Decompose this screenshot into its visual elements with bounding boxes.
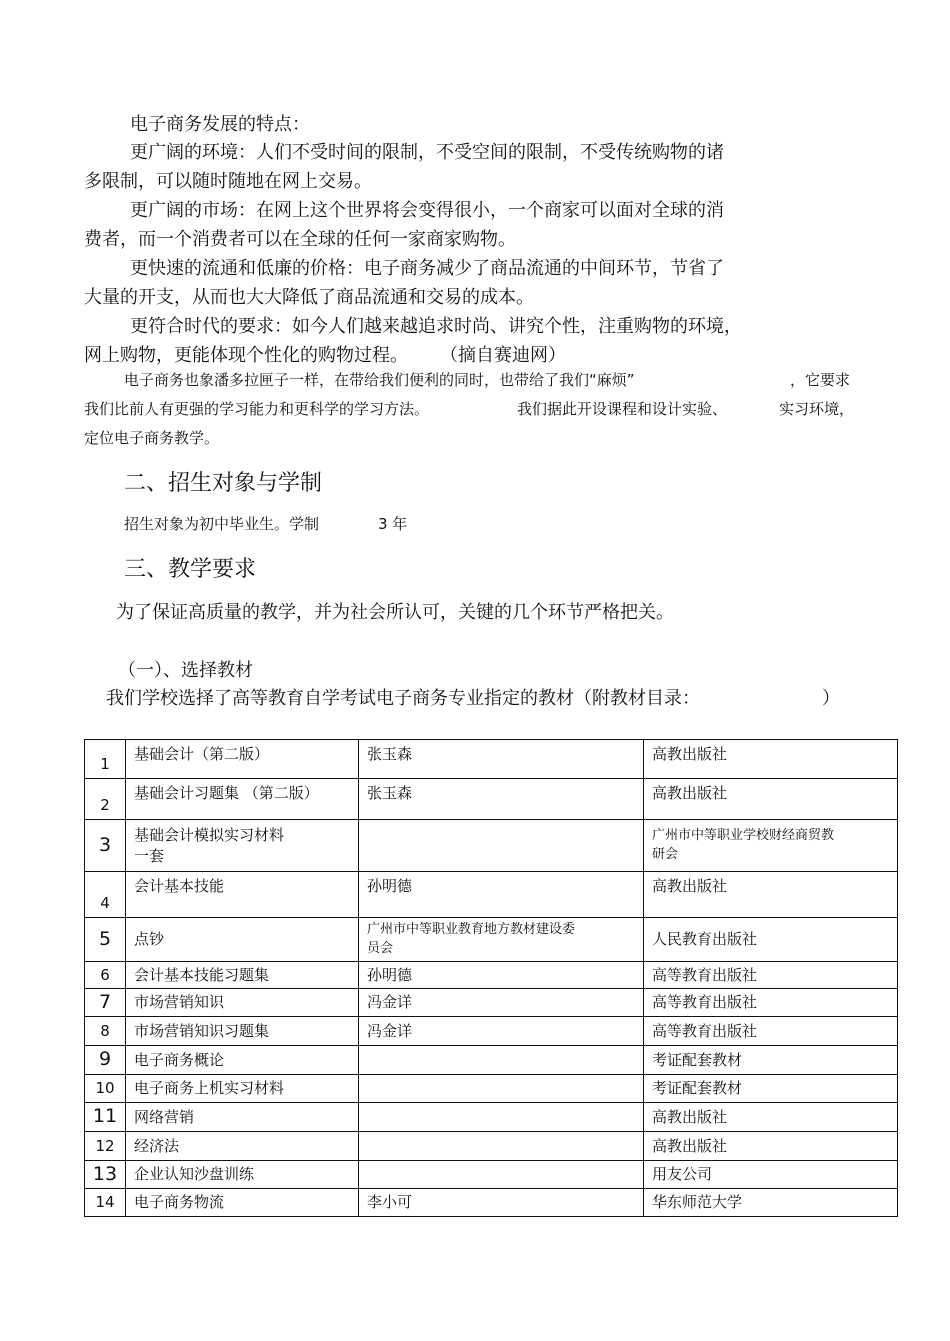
book-publisher: 高等教育出版社	[644, 962, 898, 989]
book-title: 电子商务概论	[126, 1046, 359, 1075]
book-number: 7	[85, 989, 126, 1017]
book-number: 5	[85, 918, 126, 962]
book-title: 企业认知沙盘训练	[126, 1161, 359, 1189]
book-publisher: 高等教育出版社	[644, 989, 898, 1017]
book-publisher: 用友公司	[644, 1161, 898, 1189]
book-title: 基础会计（第二版）	[126, 740, 359, 779]
book-author	[359, 820, 644, 872]
book-title: 市场营销知识	[126, 989, 359, 1017]
note-line2b: 我们据此开设课程和设计实验、	[517, 400, 728, 418]
table-row	[85, 872, 898, 918]
book-title: 基础会计习题集 （第二版）	[126, 779, 359, 820]
section3-title: 三、教学要求	[124, 557, 257, 582]
book-publisher: 高教出版社	[644, 779, 898, 820]
book-title: 会计基本技能习题集	[126, 962, 359, 989]
intro-p3-line2: 大量的开支，从而也大大降低了商品流通和交易的成本。	[84, 287, 534, 308]
book-number: 11	[85, 1103, 126, 1132]
table-row	[85, 1046, 898, 1075]
subsection1-text-end: ）	[822, 688, 840, 709]
table-row	[85, 740, 898, 779]
intro-source: （摘自赛迪网）	[440, 345, 566, 366]
book-title: 会计基本技能	[126, 872, 359, 918]
book-number: 2	[85, 779, 126, 820]
book-author: 李小可	[359, 1189, 644, 1217]
section3-text: 为了保证高质量的教学，并为社会所认可，关键的几个环节严格把关。	[116, 602, 674, 623]
book-author: 冯金详	[359, 1017, 644, 1046]
book-number: 13	[85, 1161, 126, 1189]
table-row	[85, 1161, 898, 1189]
table-row	[85, 1189, 898, 1217]
book-publisher: 高教出版社	[644, 740, 898, 779]
book-author-line1: 广州市中等职业教育地方教材建设委	[367, 921, 576, 937]
section2-duration: 3 年	[378, 515, 408, 533]
book-author	[359, 1103, 644, 1132]
intro-p3-line1: 更快速的流通和低廉的价格：电子商务减少了商品流通的中间环节，节省了	[130, 258, 724, 279]
table-row	[85, 1075, 898, 1103]
book-title: 电子商务上机实习材料	[126, 1075, 359, 1103]
section2-title: 二、招生对象与学制	[124, 471, 323, 496]
book-number: 6	[85, 962, 126, 989]
book-publisher: 考证配套教材	[644, 1046, 898, 1075]
note-line1b: ，它要求	[790, 371, 851, 389]
note-line2c: 实习环境，	[779, 400, 855, 418]
book-author: 张玉森	[359, 779, 644, 820]
table-row	[85, 1132, 898, 1161]
book-author: 冯金详	[359, 989, 644, 1017]
book-publisher-line1: 广州市中等职业学校财经商贸教	[652, 827, 835, 843]
book-author: 孙明德	[359, 962, 644, 989]
book-publisher: 高等教育出版社	[644, 1017, 898, 1046]
table-row	[85, 1017, 898, 1046]
section2-text: 招生对象为初中毕业生。学制	[124, 515, 320, 533]
book-title: 点钞	[126, 918, 359, 962]
book-title: 网络营销	[126, 1103, 359, 1132]
book-author	[359, 1132, 644, 1161]
book-author	[359, 1075, 644, 1103]
book-number: 8	[85, 1017, 126, 1046]
subsection1-text: 我们学校选择了高等教育自学考试电子商务专业指定的教材（附教材目录：	[106, 688, 700, 709]
book-title-line1: 基础会计模拟实习材料	[134, 826, 285, 845]
table-row	[85, 1103, 898, 1132]
book-number: 12	[85, 1132, 126, 1161]
book-number: 9	[85, 1046, 126, 1075]
book-publisher: 考证配套教材	[644, 1075, 898, 1103]
book-title	[126, 820, 359, 872]
book-title: 市场营销知识习题集	[126, 1017, 359, 1046]
book-publisher: 高教出版社	[644, 872, 898, 918]
intro-p1-line2: 多限制，可以随时随地在网上交易。	[84, 171, 372, 192]
book-author: 张玉森	[359, 740, 644, 779]
book-publisher: 高教出版社	[644, 1132, 898, 1161]
book-publisher: 华东师范大学	[644, 1189, 898, 1217]
table-row	[85, 820, 898, 872]
book-author	[359, 1046, 644, 1075]
intro-p4-line2: 网上购物，更能体现个性化的购物过程。	[84, 345, 408, 366]
table-row	[85, 989, 898, 1017]
intro-heading: 电子商务发展的特点：	[130, 114, 310, 135]
book-title: 电子商务物流	[126, 1189, 359, 1217]
book-author	[359, 1161, 644, 1189]
book-title-line2: 一套	[134, 846, 165, 865]
textbook-table	[84, 739, 898, 1217]
book-author	[359, 918, 644, 962]
book-author: 孙明德	[359, 872, 644, 918]
table-row	[85, 962, 898, 989]
note-line2a: 我们比前人有更强的学习能力和更科学的学习方法。	[84, 400, 430, 418]
book-number: 4	[85, 872, 126, 918]
note-line3: 定位电子商务教学。	[84, 429, 220, 447]
intro-p2-line1: 更广阔的市场：在网上这个世界将会变得很小，一个商家可以面对全球的消	[130, 200, 724, 221]
book-title: 经济法	[126, 1132, 359, 1161]
table-row	[85, 779, 898, 820]
book-publisher-line2: 研会	[652, 846, 679, 862]
intro-p1-line1: 更广阔的环境：人们不受时间的限制，不受空间的限制，不受传统购物的诸	[130, 142, 724, 163]
book-publisher: 人民教育出版社	[644, 918, 898, 962]
intro-p4-line1: 更符合时代的要求：如今人们越来越追求时尚、讲究个性，注重购物的环境，	[130, 316, 742, 337]
note-line1a: 电子商务也象潘多拉匣子一样，在带给我们便利的同时，也带给了我们“麻烦”	[124, 371, 635, 389]
book-number: 14	[85, 1189, 126, 1217]
book-publisher: 高教出版社	[644, 1103, 898, 1132]
book-author-line2: 员会	[367, 940, 394, 956]
subsection1-title: （一）、选择教材	[118, 660, 253, 681]
book-publisher	[644, 820, 898, 872]
intro-p2-line2: 费者，而一个消费者可以在全球的任何一家商家购物。	[84, 229, 516, 250]
book-number: 3	[85, 820, 126, 872]
book-number: 10	[85, 1075, 126, 1103]
table-row	[85, 918, 898, 962]
book-number: 1	[85, 740, 126, 779]
